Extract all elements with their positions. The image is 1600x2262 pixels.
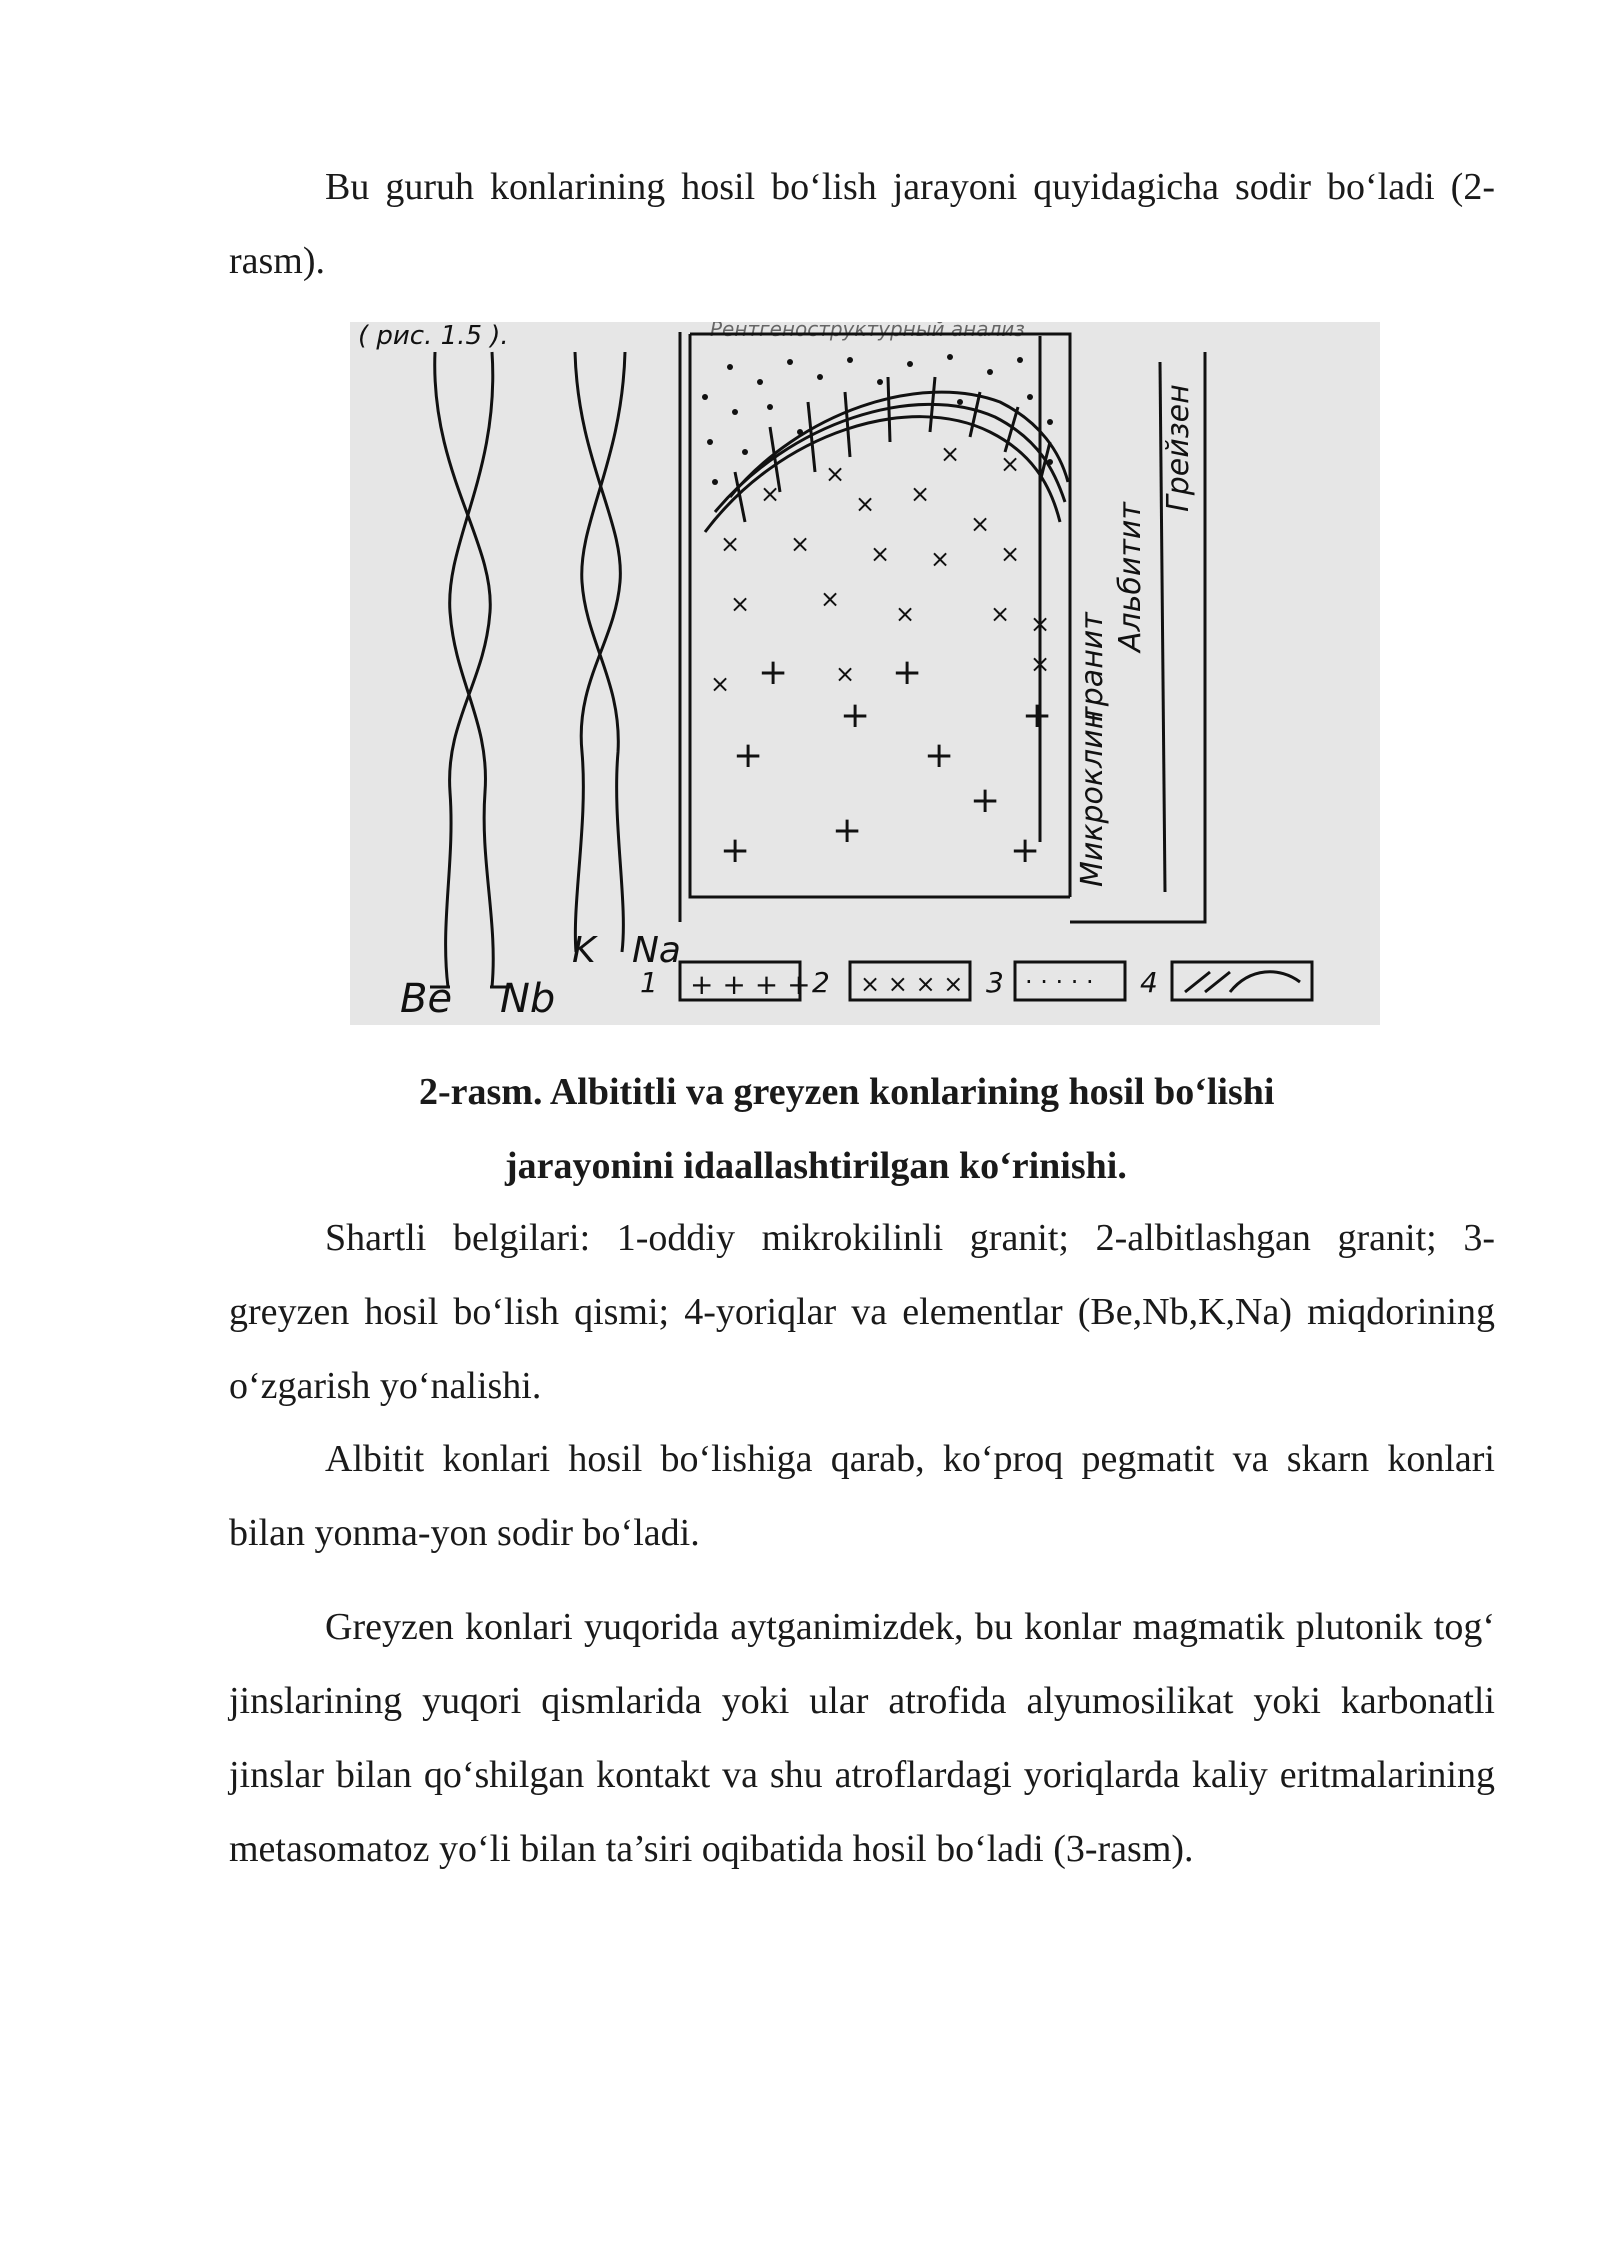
figure-legend <box>640 962 1312 1001</box>
label-granite: гранит <box>1075 612 1110 722</box>
legend-number-4: 4 <box>1140 966 1158 999</box>
svg-text:×: × <box>760 480 781 508</box>
albitit-paragraph: Albitit konlari hosil bo‘lishiga qarab, ko‘proq pegmatit va skarn konlari bilan yonma-yon sodir bo‘ladi. <box>229 1438 1495 1554</box>
svg-text:+: + <box>1010 830 1041 871</box>
svg-text:+ + + +: + + + + <box>690 968 811 1001</box>
svg-text:×: × <box>870 540 891 568</box>
svg-text:+: + <box>758 652 789 693</box>
svg-text:×: × <box>1030 650 1051 678</box>
svg-text:×: × <box>730 590 751 618</box>
label-albitite: Альбитит <box>1113 502 1148 652</box>
svg-text:×: × <box>790 530 811 558</box>
k-na-trend-lines <box>575 352 625 952</box>
legend-paragraph: Shartli belgilari: 1-oddiy mikrokilinli granit; 2-albitlashgan granit; 3-greyzen hosil bo‘lish qismi; 4-yoriqlar va elementlar (Be,Nb,K,Na) miqdorining o‘zgarish yo‘nalishi. <box>229 1217 1495 1407</box>
svg-text:×: × <box>835 660 856 688</box>
svg-text:× × × ×: × × × × <box>860 970 964 998</box>
label-be: Be <box>400 976 453 1022</box>
figure-top-scribble: ( рис. 1.5 ). <box>358 322 509 351</box>
svg-text:×: × <box>910 480 931 508</box>
svg-text:· · · · ·: · · · · · <box>1025 968 1094 996</box>
figure-caption-line-1: 2-rasm. Albititli va greyzen konlarining hosil bo‘lishi <box>419 1071 1275 1113</box>
svg-text:×: × <box>930 545 951 573</box>
label-k: K <box>572 930 596 971</box>
svg-text:×: × <box>1000 540 1021 568</box>
label-greyzen: Грейзен <box>1161 384 1196 512</box>
svg-text:+: + <box>832 810 863 851</box>
svg-text:+: + <box>1022 695 1053 736</box>
svg-text:×: × <box>1030 610 1051 638</box>
svg-text:×: × <box>940 440 961 468</box>
svg-text:×: × <box>895 600 916 628</box>
figure-2-diagram <box>350 322 1380 1025</box>
svg-text:×: × <box>1000 450 1021 478</box>
svg-text:+: + <box>840 695 871 736</box>
svg-text:+: + <box>720 830 751 871</box>
svg-text:×: × <box>710 670 731 698</box>
label-na: Na <box>632 930 681 971</box>
label-microcline: Микроклин <box>1075 709 1110 887</box>
microcline-granite-marks <box>720 652 1052 871</box>
svg-text:+: + <box>892 652 923 693</box>
figure-heading-scribble: Рентгеноструктурный анализ <box>710 322 1025 341</box>
svg-text:+: + <box>924 735 955 776</box>
svg-text:×: × <box>825 460 846 488</box>
svg-text:×: × <box>720 530 741 558</box>
figure-caption-line-2: jarayonini idaallashtirilgan ko‘rinishi. <box>505 1145 1127 1187</box>
legend-number-2: 2 <box>812 966 830 999</box>
label-nb: Nb <box>500 976 556 1022</box>
svg-text:×: × <box>855 490 876 518</box>
svg-text:+: + <box>733 735 764 776</box>
legend-number-3: 3 <box>986 966 1004 999</box>
greyzen-paragraph: Greyzen konlari yuqorida aytganimizdek, bu konlar magmatik plutonik tog‘ jinslarining yuqori qismlarida yoki ular atrofida alyumosilikat yoki karbonatli jinslar bilan qo‘shilgan kontakt va shu atroflardagi yoriqlarda kaliy eritmalarining metasomatoz yo‘li bilan ta’siri oqibatida hosil bo‘ladi (3-rasm). <box>229 1606 1495 1870</box>
be-nb-trend-lines <box>430 352 510 987</box>
legend-number-1: 1 <box>640 966 658 999</box>
svg-text:×: × <box>970 510 991 538</box>
svg-text:×: × <box>990 600 1011 628</box>
intro-paragraph: Bu guruh konlarining hosil bo‘lish jarayoni quyidagicha sodir bo‘ladi (2- rasm). <box>229 166 1495 282</box>
svg-text:×: × <box>820 585 841 613</box>
svg-text:+: + <box>970 780 1001 821</box>
